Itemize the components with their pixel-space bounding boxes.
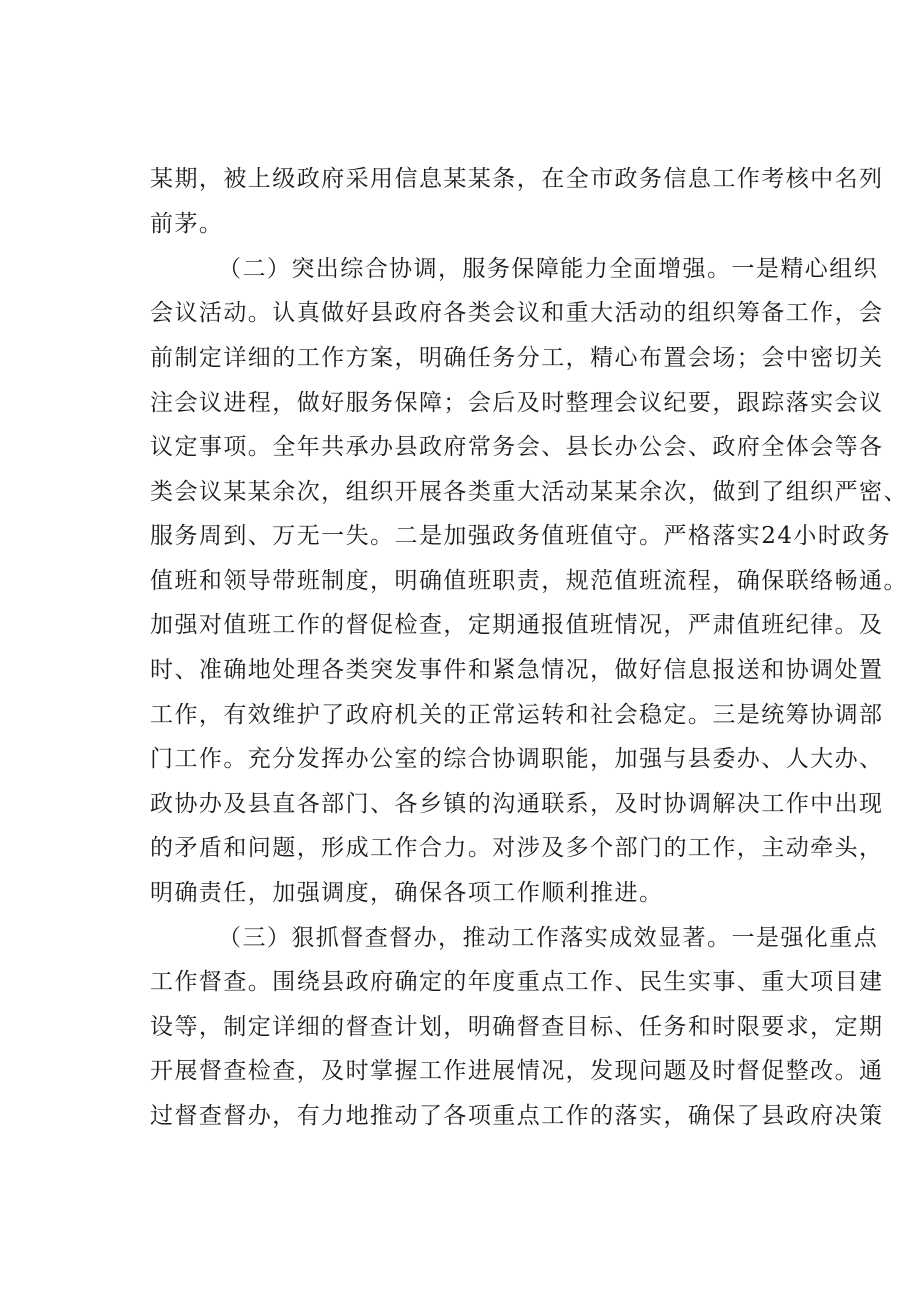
text-line: 前制定详细的工作方案，明确任务分工，精心布置会场；会中密切关 [150,345,884,371]
text-line: 服务周到、万无一失。二是加强政务值班值守。严格落实24小时政务 [150,523,892,549]
text-line: 某期，被上级政府采用信息某某条，在全市政务信息工作考核中名列 [150,166,884,192]
text-line: 设等，制定详细的督查计划，明确督查目标、任务和时限要求，定期 [150,1014,884,1040]
text-line: 注会议进程，做好服务保障；会后及时整理会议纪要，跟踪落实会议 [150,390,884,416]
text-line: 门工作。充分发挥办公室的综合协调职能，加强与县委办、人大办、 [150,746,884,772]
text-line: 加强对值班工作的督促检查，定期通报值班情况，严肃值班纪律。及 [150,612,884,638]
text-line: 的矛盾和问题，形成工作合力。对涉及多个部门的工作，主动牵头， [150,835,884,861]
text-line: 会议活动。认真做好县政府各类会议和重大活动的组织筹备工作，会 [150,300,884,326]
paragraph-heading-line: （三）狠抓督查督办，推动工作落实成效显著。一是强化重点 [218,925,879,951]
text-line: 前茅。 [150,211,224,237]
text-line: 类会议某某余次，组织开展各类重大活动某某余次，做到了组织严密、 [150,479,908,505]
text-line: 政协办及县直各部门、各乡镇的沟通联系，及时协调解决工作中出现 [150,791,884,817]
text-line: 值班和领导带班制度，明确值班职责，规范值班流程，确保联络畅通。 [150,568,908,594]
text-line: 过督查督办，有力地推动了各项重点工作的落实，确保了县政府决策 [150,1103,884,1129]
text-line: 工作，有效维护了政府机关的正常运转和社会稳定。三是统筹协调部 [150,702,884,728]
text-line: 时、准确地处理各类突发事件和紧急情况，做好信息报送和协调处置 [150,657,884,683]
text-line: 工作督查。围绕县政府确定的年度重点工作、民生实事、重大项目建 [150,969,884,995]
text-line: 明确责任，加强调度，确保各项工作顺利推进。 [150,880,664,906]
text-line: 开展督查检查，及时掌握工作进展情况，发现问题及时督促整改。通 [150,1058,884,1084]
text-line: 议定事项。全年共承办县政府常务会、县长办公会、政府全体会等各 [150,434,884,460]
paragraph-heading-line: （二）突出综合协调，服务保障能力全面增强。一是精心组织 [218,256,879,282]
